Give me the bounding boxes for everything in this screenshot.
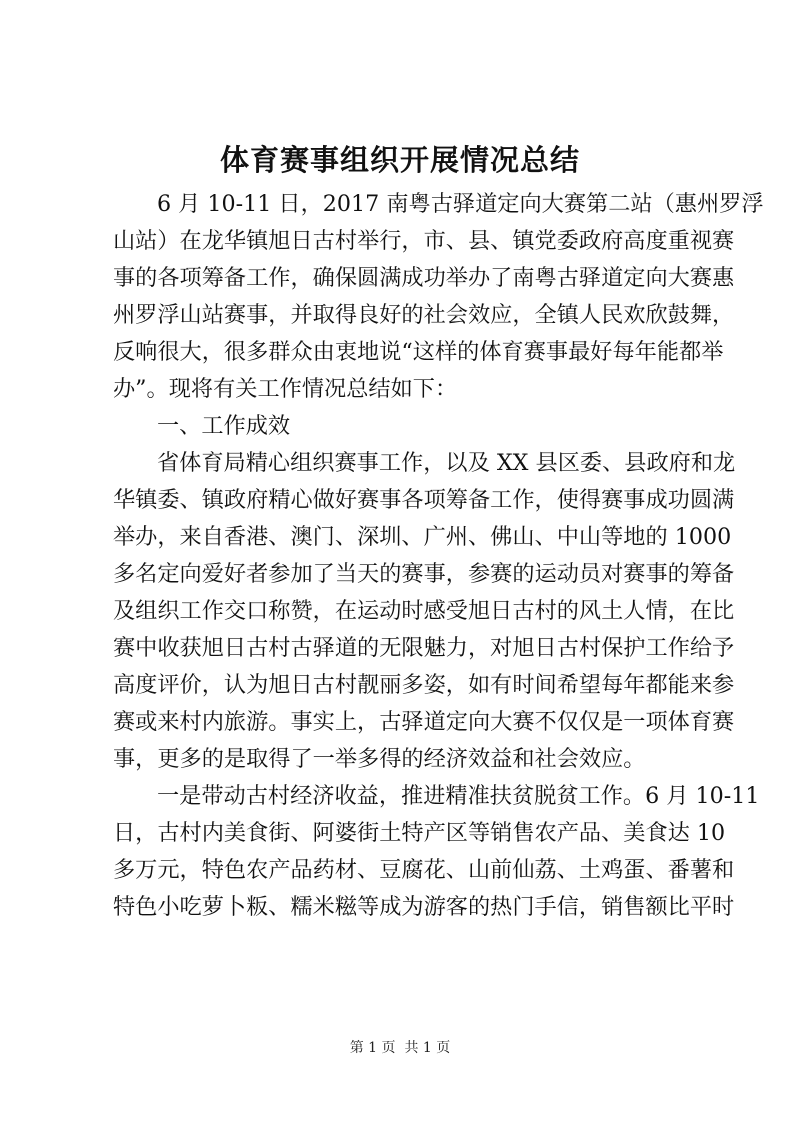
paragraph-line: 多名定向爱好者参加了当天的赛事，参赛的运动员对赛事的筹备	[113, 561, 735, 587]
paragraph-line: 一是带动古村经济收益，推进精准扶贫脱贫工作。6 月 10-11	[157, 783, 760, 809]
paragraph-line: 日，古村内美食街、阿婆街土特产区等销售农产品、美食达 10	[113, 820, 726, 846]
paragraph-line: 华镇委、镇政府精心做好赛事各项筹备工作，使得赛事成功圆满	[113, 487, 735, 513]
paragraph-line: 州罗浮山站赛事，并取得良好的社会效应，全镇人民欢欣鼓舞，	[113, 302, 735, 328]
paragraph-line: 事，更多的是取得了一举多得的经济效益和社会效应。	[113, 746, 646, 772]
page-footer: 第 1 页 共 1 页	[349, 1040, 451, 1056]
paragraph-line: 省体育局精心组织赛事工作，以及 XX 县区委、县政府和龙	[157, 450, 736, 476]
paragraph-line: 特色小吃萝卜粄、糯米糍等成为游客的热门手信，销售额比平时	[113, 894, 735, 920]
paragraph-line: 反响很大，很多群众由衷地说“这样的体育赛事最好每年能都举	[113, 339, 724, 365]
paragraph-line: 6 月 10-11 日，2017 南粤古驿道定向大赛第二站（惠州罗浮	[157, 191, 764, 217]
section-heading: 一、工作成效	[157, 413, 291, 439]
paragraph-line: 办”。现将有关工作情况总结如下：	[113, 376, 458, 402]
paragraph-line: 高度评价，认为旭日古村靓丽多姿，如有时间希望每年都能来参	[113, 672, 735, 698]
paragraph-line: 赛中收获旭日古村古驿道的无限魅力，对旭日古村保护工作给予	[113, 635, 735, 661]
document-title: 体育赛事组织开展情况总结	[219, 143, 580, 177]
paragraph-line: 事的各项筹备工作，确保圆满成功举办了南粤古驿道定向大赛惠	[113, 265, 735, 291]
document-body	[113, 186, 764, 926]
paragraph-line: 多万元，特色农产品药材、豆腐花、山前仙荔、土鸡蛋、番薯和	[113, 857, 735, 883]
paragraph-line: 及组织工作交口称赞，在运动时感受旭日古村的风土人情，在比	[113, 598, 735, 624]
paragraph-line: 赛或来村内旅游。事实上，古驿道定向大赛不仅仅是一项体育赛	[113, 709, 735, 735]
paragraph-line: 举办，来自香港、澳门、深圳、广州、佛山、中山等地的 1000	[113, 524, 732, 550]
paragraph-line: 山站）在龙华镇旭日古村举行，市、县、镇党委政府高度重视赛	[113, 228, 735, 254]
